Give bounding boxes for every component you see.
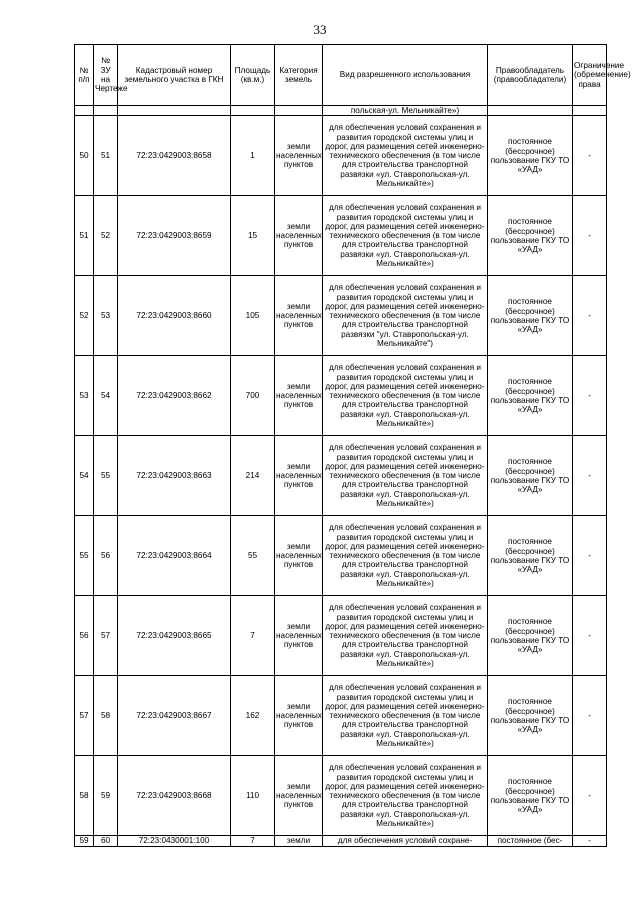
cell-owner: постоянное (бессрочное) пользование ГКУ ТО «УАД» — [488, 676, 573, 756]
cell-zu-number: 53 — [94, 276, 118, 356]
cell-empty — [573, 106, 607, 116]
cell-cadastral-number: 72:23:0429003:8663 — [118, 436, 231, 516]
table-row — [75, 116, 607, 196]
cell-category: земли населенных пунктов — [275, 196, 323, 276]
cell-category: земли населенных пунктов — [275, 276, 323, 356]
table-row — [75, 276, 607, 356]
cell-category: земли населенных пунктов — [275, 676, 323, 756]
header-permitted-use: Вид разрешенного использования — [323, 45, 488, 106]
cell-num: 57 — [75, 676, 94, 756]
header-land-category: Категория земель — [275, 45, 323, 106]
cell-owner: постоянное (бессрочное) пользование ГКУ ТО «УАД» — [488, 276, 573, 356]
cell-permitted-use: для обеспечения условий сохранения и развития городской системы улиц и дорог, для размещения сетей инженерно-технического обеспечения (в том числе для строительства транспортной развязки «ул. Ставропольская-ул. Мельникайте») — [323, 756, 488, 836]
cell-area: 1 — [231, 116, 275, 196]
cell-restriction: - — [573, 516, 607, 596]
table-row — [75, 356, 607, 436]
cell-cadastral-number: 72:23:0430001:100 — [118, 836, 231, 846]
cell-num: 56 — [75, 596, 94, 676]
cell-permitted-use: для обеспечения условий сохранения и развития городской системы улиц и дорог, для размещения сетей инженерно-технического обеспечения (в том числе для строительства транспортной развязки «ул. Ставропольская-ул. Мельникайте») — [323, 596, 488, 676]
cell-zu-number: 60 — [94, 836, 118, 846]
table-row — [75, 596, 607, 676]
cell-owner: постоянное (бессрочное) пользование ГКУ ТО «УАД» — [488, 756, 573, 836]
cell-num: 55 — [75, 516, 94, 596]
table-row — [75, 676, 607, 756]
cell-restriction: - — [573, 596, 607, 676]
cell-category: земли населенных пунктов — [275, 596, 323, 676]
cell-zu-number: 54 — [94, 356, 118, 436]
cell-empty — [75, 106, 94, 116]
cell-zu-number: 51 — [94, 116, 118, 196]
cell-category: земли населенных пунктов — [275, 356, 323, 436]
table-row — [75, 516, 607, 596]
cell-permitted-use: для обеспечения условий сохранения и развития городской системы улиц и дорог, для размещения сетей инженерно-технического обеспечения (в том числе для строительства транспортной развязки «ул. Ставропольская-ул. Мельникайте») — [323, 116, 488, 196]
cell-cadastral-number: 72:23:0429003:8664 — [118, 516, 231, 596]
cell-zu-number: 59 — [94, 756, 118, 836]
cell-owner: постоянное (бессрочное) пользование ГКУ ТО «УАД» — [488, 116, 573, 196]
cell-restriction: - — [573, 116, 607, 196]
cell-area: 7 — [231, 836, 275, 846]
table-header-row — [75, 45, 607, 106]
header-restriction: Ограничение (обременение) права — [573, 45, 607, 106]
cell-num: 53 — [75, 356, 94, 436]
cell-permitted-use: для обеспечения условий сохранения и развития городской системы улиц и дорог, для размещения сетей инженерно-технического обеспечения (в том числе для строительства транспортной развязки «ул. Ставропольская-ул. Мельникайте») — [323, 516, 488, 596]
header-cadastral-number: Кадастровый номер земельного участка в ГКН — [118, 45, 231, 106]
cell-cadastral-number: 72:23:0429003:8659 — [118, 196, 231, 276]
header-area: Площадь (кв.м.) — [231, 45, 275, 106]
page-number: 33 — [313, 22, 327, 37]
cell-area: 7 — [231, 596, 275, 676]
table-row — [75, 196, 607, 276]
cell-permitted-use: для обеспечения условий сохранения и развития городской системы улиц и дорог, для размещения сетей инженерно-технического обеспечения (в том числе для строительства транспортной развязки «ул. Ставропольская-ул. Мельникайте») — [323, 676, 488, 756]
header-num: № п/п — [75, 45, 94, 106]
cell-area: 700 — [231, 356, 275, 436]
cell-empty — [231, 106, 275, 116]
cell-area: 105 — [231, 276, 275, 356]
cell-cadastral-number: 72:23:0429003:8667 — [118, 676, 231, 756]
cell-zu-number: 57 — [94, 596, 118, 676]
cell-num: 54 — [75, 436, 94, 516]
header-owner: Правообладатель (правообладатели) — [488, 45, 573, 106]
cell-category: земли — [275, 836, 323, 846]
cell-owner: постоянное (бессрочное) пользование ГКУ ТО «УАД» — [488, 196, 573, 276]
cell-restriction: - — [573, 676, 607, 756]
cell-area: 162 — [231, 676, 275, 756]
cell-category: земли населенных пунктов — [275, 516, 323, 596]
cell-area: 15 — [231, 196, 275, 276]
table-row — [75, 756, 607, 836]
cell-num: 52 — [75, 276, 94, 356]
cell-restriction: - — [573, 756, 607, 836]
cell-cadastral-number: 72:23:0429003:8660 — [118, 276, 231, 356]
cell-owner: постоянное (бес- — [488, 836, 573, 846]
cell-cadastral-number: 72:23:0429003:8658 — [118, 116, 231, 196]
cell-zu-number: 58 — [94, 676, 118, 756]
cell-permitted-use: для обеспечения условий сохранения и развития городской системы улиц и дорог, для размещения сетей инженерно-технического обеспечения (в том числе для строительства транспортной развязки «ул. Ставропольская-ул. Мельникайте») — [323, 196, 488, 276]
cell-category: земли населенных пунктов — [275, 116, 323, 196]
cell-zu-number: 55 — [94, 436, 118, 516]
cell-restriction: - — [573, 276, 607, 356]
cell-restriction: - — [573, 436, 607, 516]
cell-permitted-use: для обеспечения условий сохранения и развития городской системы улиц и дорог, для размещения сетей инженерно-технического обеспечения (в том числе для строительства транспортной развязки «ул. Ставропольская-ул. Мельникайте») — [323, 436, 488, 516]
cell-permitted-use: для обеспечения условий сохранения и развития городской системы улиц и дорог, для размещения сетей инженерно-технического обеспечения (в том числе для строительства транспортной развязки "ул. Ставропольская-ул. Мельникайте") — [323, 276, 488, 356]
cell-zu-number: 52 — [94, 196, 118, 276]
table-row — [75, 836, 607, 846]
cell-num: 59 — [75, 836, 94, 846]
continuation-row — [75, 106, 607, 116]
cell-num: 58 — [75, 756, 94, 836]
cell-owner: постоянное (бессрочное) пользование ГКУ ТО «УАД» — [488, 596, 573, 676]
cell-empty — [94, 106, 118, 116]
land-plots-table — [74, 44, 631, 847]
cell-num: 50 — [75, 116, 94, 196]
cell-cadastral-number: 72:23:0429003:8665 — [118, 596, 231, 676]
cell-restriction: - — [573, 196, 607, 276]
cell-owner: постоянное (бессрочное) пользование ГКУ ТО «УАД» — [488, 516, 573, 596]
header-zu-number: № ЗУ на Чертеже — [94, 45, 118, 106]
cell-empty — [488, 106, 573, 116]
cell-empty — [275, 106, 323, 116]
cell-cadastral-number: 72:23:0429003:8662 — [118, 356, 231, 436]
cell-empty — [118, 106, 231, 116]
cell-restriction: - — [573, 356, 607, 436]
cell-owner: постоянное (бессрочное) пользование ГКУ ТО «УАД» — [488, 356, 573, 436]
cell-area: 55 — [231, 516, 275, 596]
cell-permitted-use: для обеспечения условий сохране- — [323, 836, 488, 846]
cell-category: земли населенных пунктов — [275, 756, 323, 836]
cell-zu-number: 56 — [94, 516, 118, 596]
table-row — [75, 436, 607, 516]
cell-owner: постоянное (бессрочное) пользование ГКУ ТО «УАД» — [488, 436, 573, 516]
cell-permitted-use: для обеспечения условий сохранения и развития городской системы улиц и дорог, для размещения сетей инженерно-технического обеспечения (в том числе для строительства транспортной развязки «ул. Ставропольская-ул. Мельникайте») — [323, 356, 488, 436]
cell-cadastral-number: 72:23:0429003:8668 — [118, 756, 231, 836]
continuation-text: польская-ул. Мельникайте») — [323, 106, 488, 116]
cell-area: 214 — [231, 436, 275, 516]
cell-restriction: - — [573, 836, 607, 846]
cell-num: 51 — [75, 196, 94, 276]
cell-category: земли населенных пунктов — [275, 436, 323, 516]
cell-area: 110 — [231, 756, 275, 836]
